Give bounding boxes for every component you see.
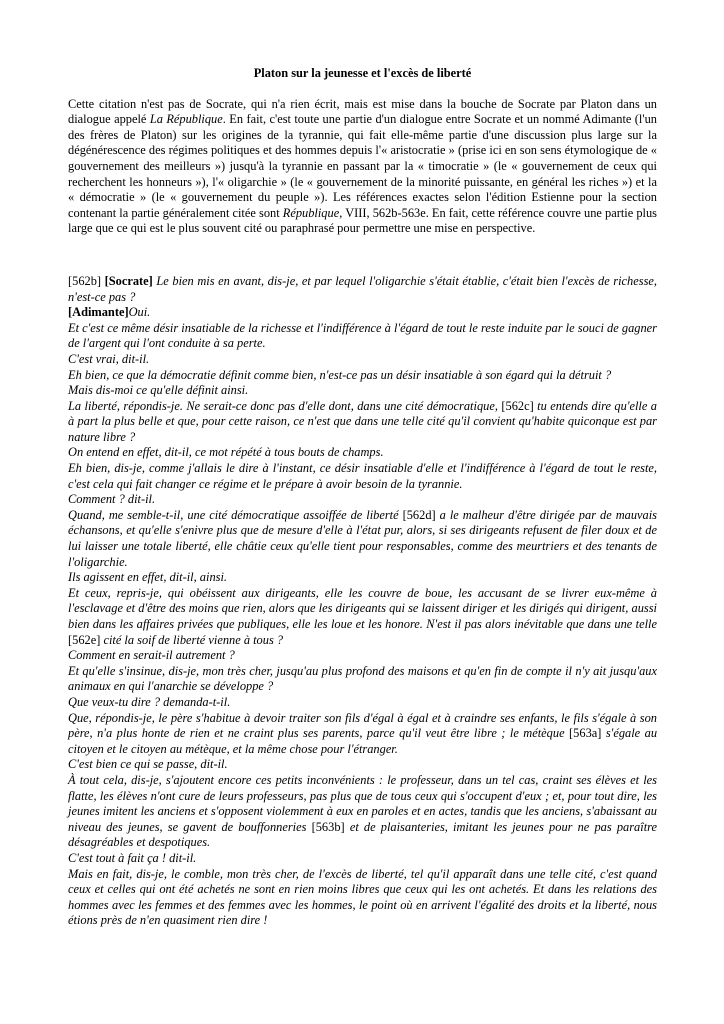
dialogue-line (68, 508, 657, 570)
stephanus-ref: [563b] (311, 819, 345, 834)
dialogue-line: Comment en serait-il autrement ? (68, 648, 235, 663)
dialogue-line: Et qu'elle s'insinue, dis-je, mon très cher, jusqu'au plus profond des maisons et qu'en fin de compte il n'y ait jusqu'aux animaux en qui l'anarchie se développe ? (68, 663, 657, 694)
intro-paragraph (68, 97, 657, 237)
dialogue-line: Comment ? dit-il. (68, 492, 156, 507)
dialogue-line (68, 773, 657, 851)
line-text: À tout cela, dis-je, s'ajoutent encore ces petits inconvénients : le professeur, dans un tel cas, craint ses élèves et les flatte, les élèves n'ont cure de leurs professeurs, pas plus que de tous ceux qui s'occupent d'eux ; et, pour tout dire, les jeunes imitent les anciens et s'opposent violemment à eux en paroles et en actes, tandis que les anciens, s'abaissant au niveau des jeunes, se gavent de bouffonneries (68, 772, 657, 834)
line-text: s'égale au citoyen et le citoyen au métèque, et la même chose pour l'étranger. (68, 726, 658, 756)
line-text: Quand, me semble-t-il, une cité démocratique assoiffée de liberté (68, 507, 403, 522)
dialogue-line: C'est vrai, dit-il. (68, 351, 150, 366)
speaker-socrate: [Socrate] (104, 273, 153, 288)
intro-book-ref: République (282, 205, 340, 220)
dialogue-line: On entend en effet, dit-il, ce mot répété à tous bouts de champs. (68, 445, 384, 460)
dialogue-line: Mais en fait, dis-je, le comble, mon très cher, de l'excès de liberté, tel qu'il apparaît dans une telle cité, c'est quand ceux et celles qui ont été achetés ne sont en rien moins libres que ceux qui les ont achetés. Et dans les relations des hommes avec les femmes et des femmes avec les hommes, le point où en arrivent l'égalité des droits et la liberté, nous étions près de n'en quasiment rien dire ! (68, 866, 657, 928)
dialogue-line (68, 711, 657, 758)
line-text: et de plaisanteries, imitant les jeunes pour ne pas paraître désagréables et despotiques. (68, 819, 657, 850)
speaker-adimante: [Adimante] (68, 305, 129, 320)
line-text: La liberté, répondis-je. Ne serait-ce donc pas d'elle dont, dans une cité démocratique, (68, 398, 502, 413)
dialogue-line: Mais dis-moi ce qu'elle définit ainsi. (68, 383, 249, 398)
stephanus-ref: [562c] (501, 398, 534, 413)
section-gap (68, 237, 657, 274)
dialogue-line: C'est tout à fait ça ! dit-il. (68, 850, 197, 865)
line-text: Et ceux, repris-je, qui obéissent aux dirigeants, elle les couvre de boue, les accusant de se livrer eux-même à l'esclavage et d'être des moins que rien, alors que les dirigeants qui se laissent diriger et les dirigés qui dirigent, aussi bien dans les affaires privées que publiques, elle les loue et les honore. N'est il pas alors inévitable que dans une telle (68, 585, 657, 631)
intro-text: . En fait, c'est toute une partie d'un dialogue entre Socrate et un nommé Adimante (l'un des frères de Platon) sur les origines de la tyrannie, qui fait elle-même partie d'une discussion plus large sur la dégénérescence des régimes politiques et des hommes depuis l'« aristocratie » (prise ici en son sens étymologique de « gouvernement des meilleurs ») jusqu'à la tyrannie en passant par la « timocratie » (le « gouvernement de ceux qui recherchent les honneurs »), l'« oligarchie » (le « gouvernement de la minorité puissante, en général les riches ») et la « démocratie » (le « gouvernement du peuple »). Les références exactes selon l'édition Estienne pour la section contenant la partie généralement citée sont (68, 112, 657, 220)
stephanus-ref: [562b] (68, 273, 105, 288)
dialogue-line (68, 399, 657, 446)
line-text: Oui. (128, 305, 151, 320)
dialogue-line: C'est bien ce qui se passe, dit-il. (68, 757, 228, 772)
dialogue-line: Eh bien, dis-je, comme j'allais le dire à l'instant, ce désir insatiable d'elle et l'indifférence à l'égard de tout le reste, c'est cela qui fait changer ce régime et le prépare à avoir besoin de la tyrannie. (68, 461, 657, 491)
dialogue (68, 274, 657, 929)
intro-book-title: La République (149, 112, 223, 127)
stephanus-ref: [562d] (402, 507, 436, 522)
dialogue-line (68, 586, 657, 648)
dialogue-line: Que veux-tu dire ? demanda-t-il. (68, 694, 231, 709)
intro-text: Cette citation n'est pas de Socrate, qui n'a rien écrit, mais est mise dans la bouche de Socrate par Platon dans un dialogue appelé (68, 96, 657, 127)
line-text: tu entends dire qu'elle a à part la plus belle et que, pour cette raison, ce n'est que dans une telle cité qu'il convient qu'habite quiconque est par nature libre ? (68, 398, 657, 444)
stephanus-ref: [562e] (68, 632, 101, 647)
line-text: a le malheur d'être dirigée par de mauvais échansons, et qu'elle s'enivre plus que de mesure d'elle à l'état pur, alors, si ses dirigeants refusent de filer doux et de lui laisser une totale liberté, elle châtie ceux qu'elle tient pour responsables, comme des meurtriers et des tenants de l'oligarchie. (68, 507, 657, 569)
dialogue-line: Ils agissent en effet, dit-il, ainsi. (68, 570, 227, 585)
dialogue-line (68, 305, 657, 321)
line-text: Le bien mis en avant, dis-je, et par lequel l'oligarchie s'était établie, c'était bien l'excès de richesse, n'est-ce pas ? (68, 273, 657, 304)
dialogue-line: Et c'est ce même désir insatiable de la richesse et l'indifférence à l'égard de tout le reste induite par le souci de gagner de l'argent qui l'ont conduite à sa perte. (68, 320, 657, 351)
intro-text: , VIII, 562b-563e. En fait, cette référence couvre une partie plus large que ce qui est le plus souvent cité ou paraphrasé pour permettre une mise en perspective. (68, 205, 658, 236)
line-text: cité la soif de liberté vienne à tous ? (100, 632, 284, 647)
stephanus-ref: [563a] (569, 726, 602, 741)
dialogue-line: Eh bien, ce que la démocratie définit comme bien, n'est-ce pas un désir insatiable à son égard qui la détruit ? (68, 367, 612, 382)
line-text: Que, répondis-je, le père s'habitue à devoir traiter son fils d'égal à égal et à craindre ses enfants, le fils s'égale à son père, n'a plus honte de rien et ne craint plus ses parents, parce qu'il veut être libre ; le métèque (68, 710, 657, 741)
document-title: Platon sur la jeunesse et l'excès de liberté (253, 66, 472, 80)
dialogue-line (68, 274, 657, 305)
